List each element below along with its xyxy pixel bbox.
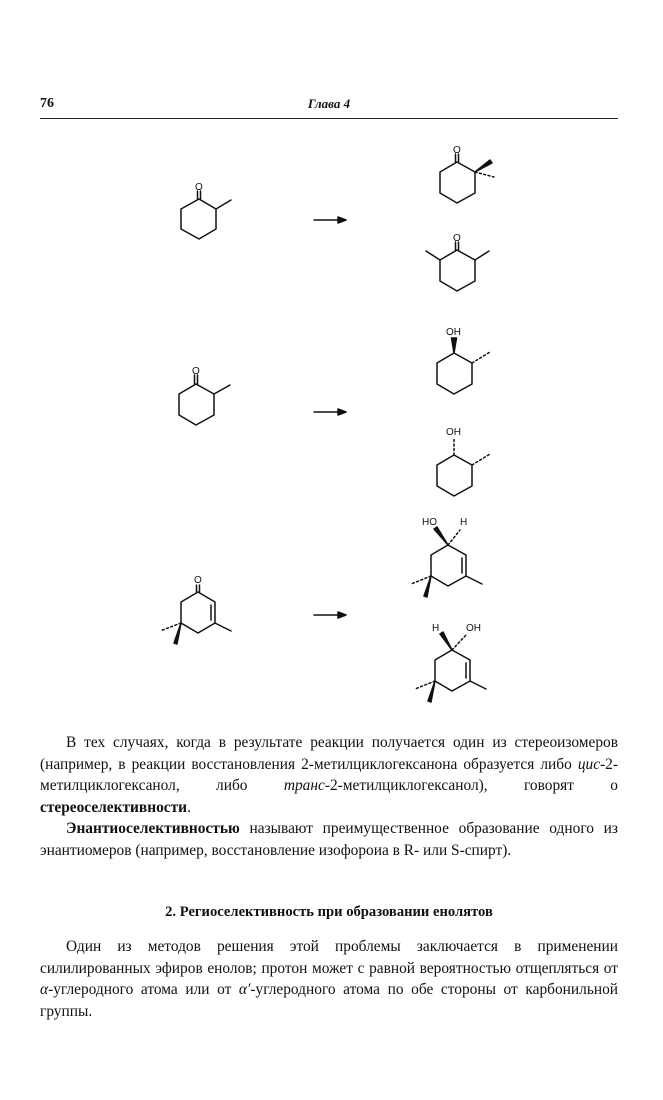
molecule-2-2-dimethylcyclohexanone [440, 154, 494, 203]
symbol-alpha-prime: α′ [238, 981, 251, 999]
atom-label-o: O [453, 145, 461, 156]
paragraph-silyl-enol-ethers [40, 936, 618, 1022]
reaction-arrow-2 [314, 409, 346, 415]
molecule-cis-2-methylcyclohexanol [437, 338, 490, 394]
text-run: -2-метилциклогексанол), говорят о [324, 777, 618, 795]
atom-label-ho: HO [422, 517, 437, 528]
reaction-scheme [0, 120, 663, 720]
molecule-isophorone [160, 585, 231, 644]
text-italic-cis: цис [577, 755, 601, 773]
paragraph-stereoselectivity [40, 732, 618, 818]
text-italic-trans: транс [283, 777, 325, 795]
atom-label-h: H [432, 623, 440, 634]
text-run: -2-метилциклогексанол, либо [40, 755, 618, 795]
page-header [40, 96, 618, 118]
symbol-alpha: α [40, 981, 49, 999]
molecule-2-6-dimethylcyclohexanone [426, 242, 489, 291]
text-run: называют преимущественное образование одного из энантиомеров (например, восстановление изофороиа в R- или S-спирт). [40, 820, 618, 859]
atom-label-o: O [194, 575, 202, 586]
text-run: Один из методов решения этой проблемы заключается в применении силилированных эфиров енолов; протон может с равной вероятностью отщепляться от [40, 938, 618, 977]
reaction-arrow-3 [314, 612, 346, 618]
atom-label-o: O [192, 366, 200, 377]
molecule-trans-2-methylcyclohexanol [437, 439, 490, 496]
header-rule [40, 118, 618, 119]
atom-label-oh: OH [446, 327, 461, 338]
molecule-isophorol-2 [415, 632, 486, 702]
chapter-title: Глава 4 [307, 96, 351, 111]
text-run: . [187, 798, 191, 816]
molecule-2-methylcyclohexanone-1 [181, 191, 231, 239]
atom-label-o: O [195, 182, 203, 193]
atom-label-h: H [460, 517, 468, 528]
text-run: -углеродного атома или от [48, 981, 239, 999]
molecule-isophorol-1 [411, 527, 482, 597]
page-number: 76 [40, 96, 54, 111]
reaction-arrow-1 [314, 217, 346, 223]
text-run: В тех случаях, когда в результате реакции получается один из стереоизомеров (например, в реакции восстановления 2-метилциклогексанона образуется либо [40, 734, 618, 773]
term-enantioselectivity: Энантиоселективностью [66, 820, 240, 837]
molecule-2-methylcyclohexanone-2 [179, 375, 230, 425]
atom-label-oh: OH [466, 623, 481, 634]
section-heading: 2. Региоселективность при образовании енолятов [165, 904, 493, 920]
text-run: -углеродного атома по обе стороны от карбонильной группы. [40, 981, 619, 1020]
paragraph-enantioselectivity [40, 818, 618, 861]
term-stereoselectivity: стереоселективности [40, 798, 188, 816]
atom-label-o: O [453, 233, 461, 244]
atom-label-oh: OH [446, 427, 461, 438]
